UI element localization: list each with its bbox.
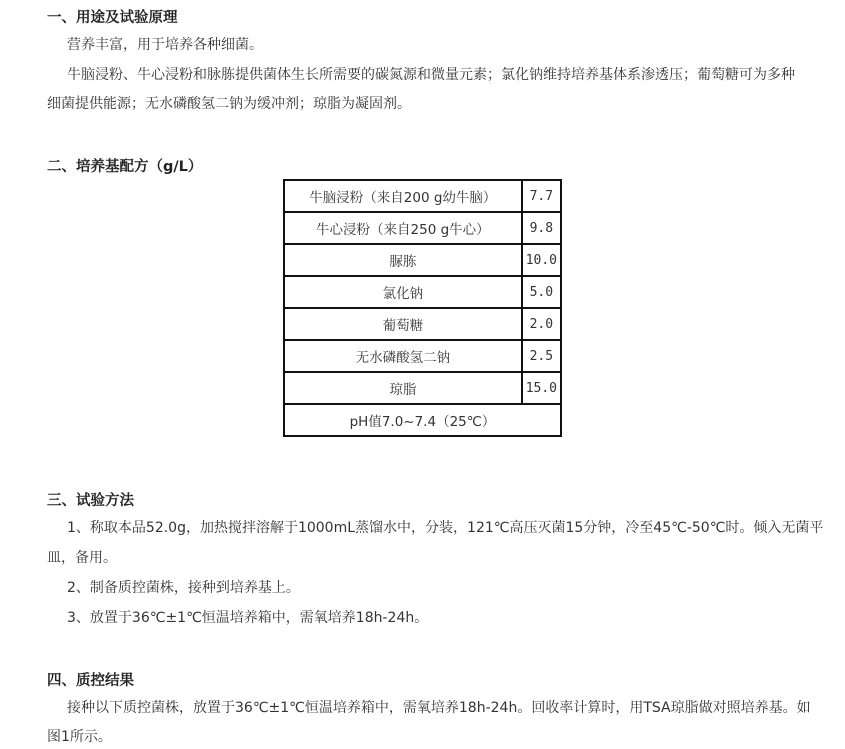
ingredient-amount: 7.7 [522, 180, 561, 212]
ingredient-amount: 2.5 [522, 340, 561, 372]
ingredient-amount: 9.8 [522, 212, 561, 244]
table-row [284, 372, 561, 404]
section-heading-method: 三、试验方法 [47, 493, 134, 509]
section-heading-purpose: 一、用途及试验原理 [47, 10, 178, 26]
ingredient-name: 琼脂 [284, 372, 522, 404]
qc-paragraph-line2: 图1所示。 [47, 729, 112, 745]
ingredient-amount: 15.0 [522, 372, 561, 404]
ph-value-cell: pH值7.0~7.4（25℃） [284, 404, 561, 436]
ingredient-name: 氯化钠 [284, 276, 522, 308]
ingredient-amount: 10.0 [522, 244, 561, 276]
qc-paragraph-line1: 接种以下质控菌株，放置于36℃±1℃恒温培养箱中，需氧培养18h-24h。回收率计算时，用TSA琼脂做对照培养基。如 [67, 700, 811, 716]
table-row [284, 308, 561, 340]
ingredient-name: 脲胨 [284, 244, 522, 276]
purpose-paragraph: 营养丰富，用于培养各种细菌。 [67, 37, 263, 53]
section-heading-formula: 二、培养基配方（g/L） [47, 159, 203, 175]
table-row [284, 340, 561, 372]
ingredient-amount: 5.0 [522, 276, 561, 308]
table-row [284, 244, 561, 276]
table-row [284, 180, 561, 212]
ingredient-name: 牛心浸粉（来自250 g牛心） [284, 212, 522, 244]
principle-paragraph-line2: 细菌提供能源；无水磷酸氢二钠为缓冲剂；琼脂为凝固剂。 [47, 96, 411, 112]
method-step-2: 2、制备质控菌株，接种到培养基上。 [67, 580, 300, 596]
method-step-3: 3、放置于36℃±1℃恒温培养箱中，需氧培养18h-24h。 [67, 610, 429, 626]
method-step-1-line2: 皿，备用。 [47, 550, 117, 566]
table-row-ph [284, 404, 561, 436]
section-heading-qc-results: 四、质控结果 [47, 673, 134, 689]
table-row [284, 212, 561, 244]
ingredient-name: 葡萄糖 [284, 308, 522, 340]
ingredient-amount: 2.0 [522, 308, 561, 340]
table-row [284, 276, 561, 308]
method-step-1-line1: 1、称取本品52.0g，加热搅拌溶解于1000mL蒸馏水中，分装，121℃高压灭菌15分钟，冷至45℃-50℃时。倾入无菌平 [67, 520, 824, 536]
principle-paragraph-line1: 牛脑浸粉、牛心浸粉和脉胨提供菌体生长所需要的碳氮源和微量元素；氯化钠维持培养基体系渗透压；葡萄糖可为多种 [67, 67, 795, 83]
formula-table [283, 179, 562, 437]
ingredient-name: 无水磷酸氢二钠 [284, 340, 522, 372]
ingredient-name: 牛脑浸粉（来自200 g幼牛脑） [284, 180, 522, 212]
